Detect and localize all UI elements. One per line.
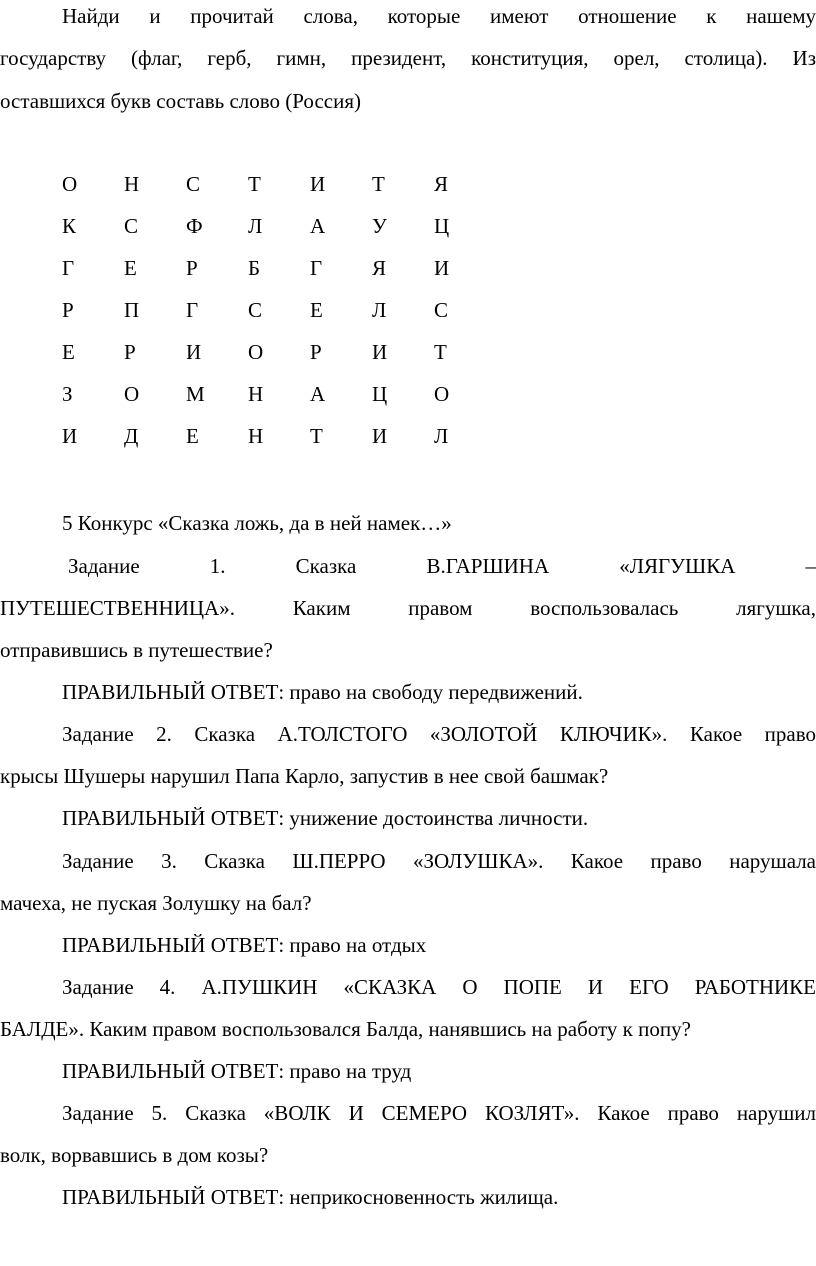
- intro-line-1: Найди и прочитай слова, которые имеют отношение к нашему: [62, 4, 816, 28]
- grid-letter: Я: [434, 172, 449, 196]
- task-5-line-1: Задание 5. Сказка «ВОЛК И СЕМЕРО КОЗЛЯТ». Какое право нарушил: [62, 1101, 816, 1125]
- grid-letter: Т: [248, 172, 261, 196]
- answer-3: ПРАВИЛЬНЫЙ ОТВЕТ: право на отдых: [62, 933, 427, 957]
- grid-letter: С: [186, 172, 201, 196]
- grid-letter: С: [248, 298, 263, 322]
- grid-letter: И: [186, 340, 202, 364]
- grid-letter: О: [62, 172, 78, 196]
- grid-letter: Е: [186, 424, 199, 448]
- grid-letter: Е: [310, 298, 323, 322]
- task-1-line-2: ПУТЕШЕСТВЕННИЦА». Каким правом воспользовалась лягушка,: [0, 596, 816, 620]
- grid-letter: Л: [248, 214, 263, 238]
- grid-letter: Л: [434, 424, 449, 448]
- grid-letter: Б: [248, 256, 261, 280]
- grid-letter: Ц: [434, 214, 450, 238]
- intro-line-2: государству (флаг, герб, гимн, президент, конституция, орел, столица). Из: [0, 46, 816, 70]
- contest-title: 5 Конкурс «Сказка ложь, да в ней намек…»: [62, 511, 452, 535]
- grid-letter: Д: [124, 424, 139, 448]
- grid-letter: Г: [62, 256, 75, 280]
- task-2-line-2: крысы Шушеры нарушил Папа Карло, запустив в нее свой башмак?: [0, 764, 609, 788]
- task-4-line-2: БАЛДЕ». Каким правом воспользовался Балда, нанявшись на работу к попу?: [0, 1017, 691, 1041]
- grid-letter: Т: [372, 172, 385, 196]
- grid-letter: Н: [248, 382, 264, 406]
- grid-letter: К: [62, 214, 77, 238]
- task-2-line-1: Задание 2. Сказка А.ТОЛСТОГО «ЗОЛОТОЙ КЛЮЧИК». Какое право: [62, 722, 816, 746]
- task-1-line-1: Задание 1. Сказка В.ГАРШИНА «ЛЯГУШКА –: [68, 554, 816, 578]
- task-5-line-2: волк, ворвавшись в дом козы?: [0, 1143, 269, 1167]
- grid-letter: Н: [124, 172, 140, 196]
- grid-letter: И: [434, 256, 450, 280]
- grid-letter: И: [372, 424, 388, 448]
- grid-letter: Л: [372, 298, 387, 322]
- grid-letter: Ф: [186, 214, 203, 238]
- answer-2: ПРАВИЛЬНЫЙ ОТВЕТ: унижение достоинства личности.: [62, 806, 589, 830]
- grid-letter: Г: [310, 256, 323, 280]
- task-1-line-3: отправившись в путешествие?: [0, 638, 273, 662]
- grid-letter: З: [62, 382, 73, 406]
- grid-letter: Н: [248, 424, 264, 448]
- grid-letter: И: [372, 340, 388, 364]
- grid-letter: П: [124, 298, 140, 322]
- grid-letter: У: [372, 214, 387, 238]
- grid-letter: И: [62, 424, 78, 448]
- grid-letter: С: [124, 214, 139, 238]
- grid-letter: Я: [372, 256, 387, 280]
- answer-4: ПРАВИЛЬНЫЙ ОТВЕТ: право на труд: [62, 1059, 412, 1083]
- grid-letter: М: [186, 382, 205, 406]
- grid-letter: И: [310, 172, 326, 196]
- grid-letter: О: [248, 340, 264, 364]
- grid-letter: Т: [434, 340, 447, 364]
- grid-letter: Ц: [372, 382, 388, 406]
- grid-letter: А: [310, 382, 326, 406]
- grid-letter: Е: [62, 340, 75, 364]
- grid-letter: Г: [186, 298, 199, 322]
- task-4-line-1: Задание 4. А.ПУШКИН «СКАЗКА О ПОПЕ И ЕГО РАБОТНИКЕ: [62, 975, 816, 999]
- grid-letter: Р: [310, 340, 322, 364]
- grid-letter: Р: [186, 256, 198, 280]
- grid-letter: Р: [124, 340, 136, 364]
- grid-letter: А: [310, 214, 326, 238]
- grid-letter: О: [124, 382, 140, 406]
- grid-letter: Р: [62, 298, 74, 322]
- answer-1: ПРАВИЛЬНЫЙ ОТВЕТ: право на свободу передвижений.: [62, 680, 583, 704]
- intro-line-3: оставшихся букв составь слово (Россия): [0, 89, 361, 113]
- grid-letter: Т: [310, 424, 323, 448]
- task-3-line-2: мачеха, не пуская Золушку на бал?: [0, 891, 312, 915]
- grid-letter: С: [434, 298, 449, 322]
- grid-letter: Е: [124, 256, 137, 280]
- grid-letter: О: [434, 382, 450, 406]
- answer-5: ПРАВИЛЬНЫЙ ОТВЕТ: неприкосновенность жилища.: [62, 1185, 559, 1209]
- task-3-line-1: Задание 3. Сказка Ш.ПЕРРО «ЗОЛУШКА». Какое право нарушала: [62, 849, 816, 873]
